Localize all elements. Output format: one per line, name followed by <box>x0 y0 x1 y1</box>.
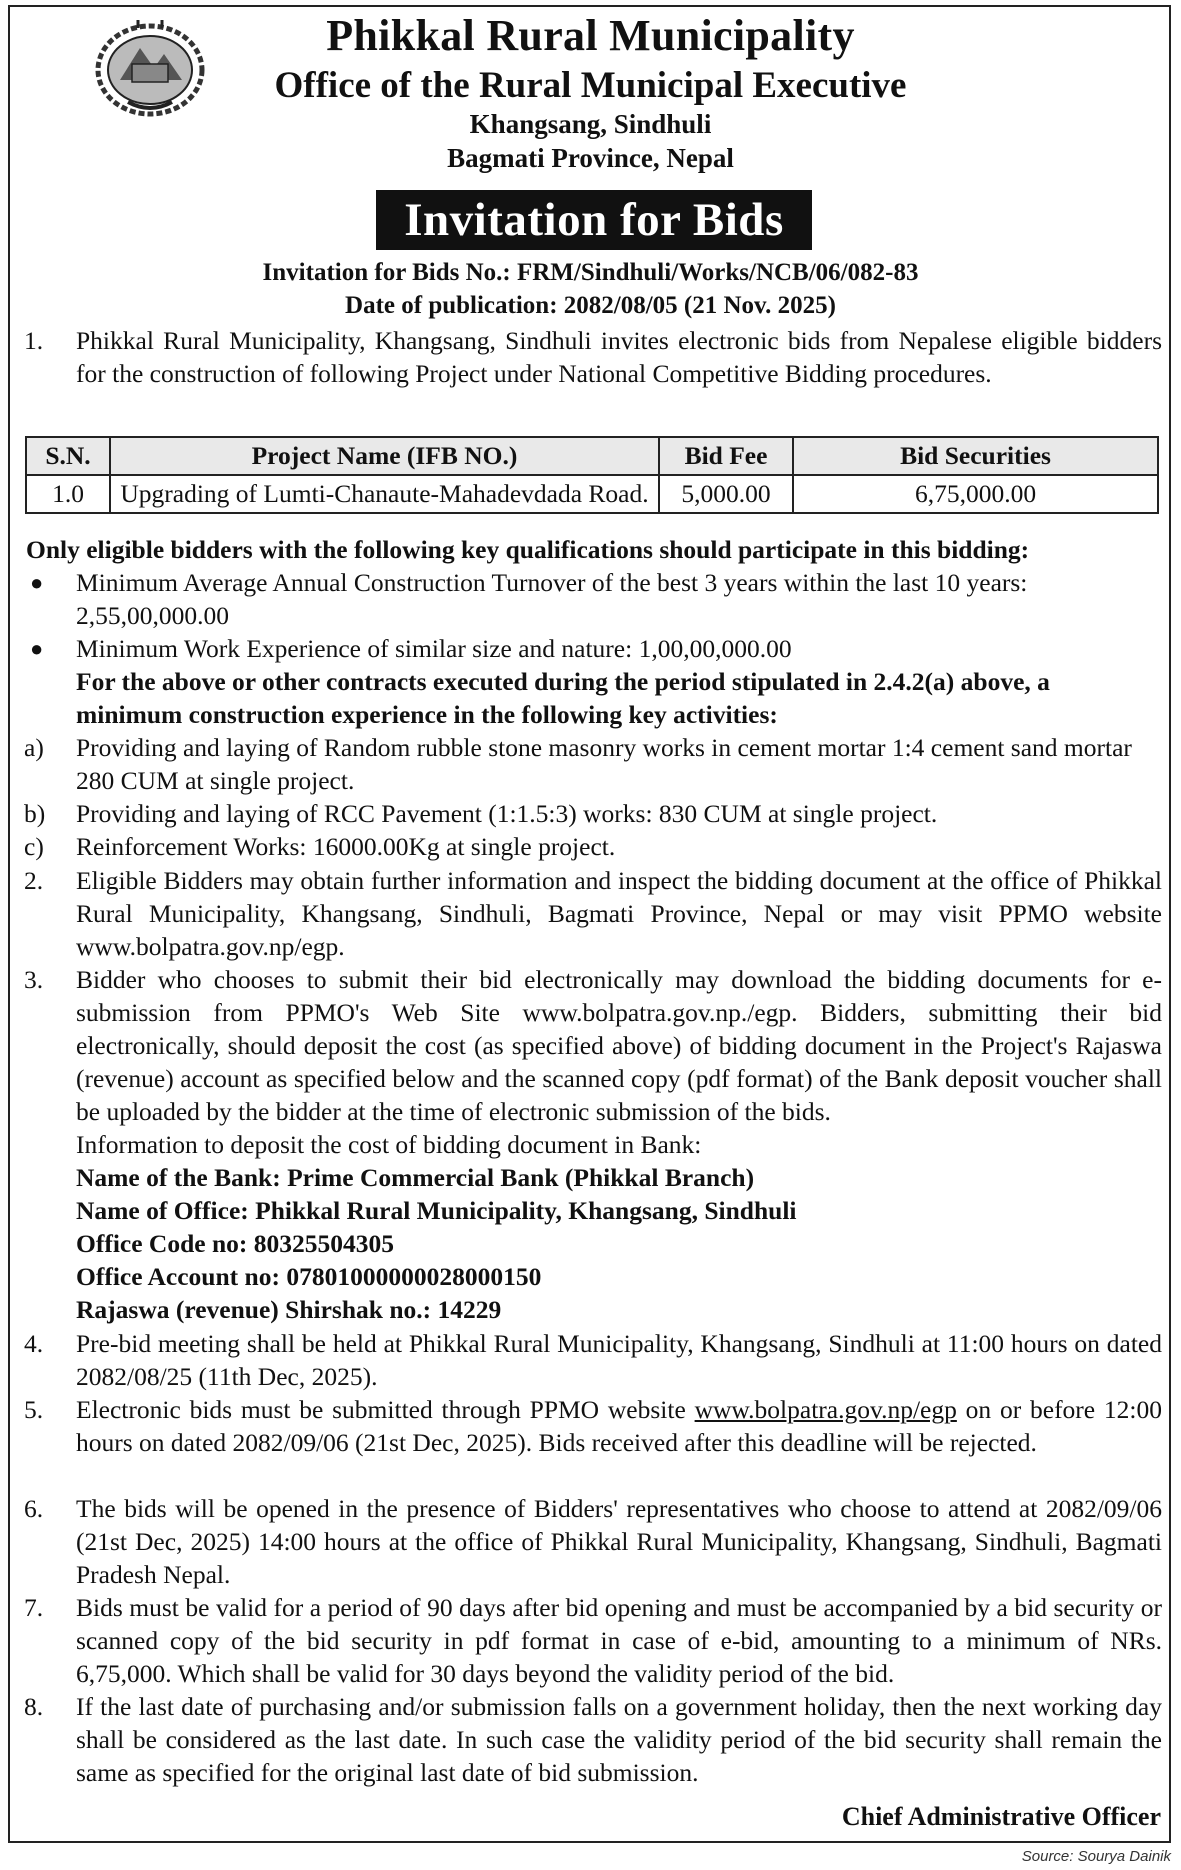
paragraph-text: Eligible Bidders may obtain further information and inspect the bidding document at the office of Phikkal Rural Municipality, Khangsang, Sindhuli, Bagmati Province, Nepal or may visit PPMO website www.bolpatra.gov.np/egp. <box>76 866 1162 961</box>
table-cell: 6,75,000.00 <box>793 475 1158 513</box>
paragraph-5 <box>16 1393 1162 1459</box>
bullet-icon: ● <box>30 636 44 661</box>
paragraph-8 <box>16 1690 1162 1789</box>
location-line-2: Bagmati Province, Nepal <box>447 143 734 173</box>
table-cell: Upgrading of Lumti-Chanaute-Mahadevdada Road. <box>110 475 659 513</box>
column-header: S.N. <box>26 437 110 475</box>
activity-text: Reinforcement Works: 16000.00Kg at single project. <box>76 832 616 861</box>
revenue-shirshak: Rajaswa (revenue) Shirshak no.: 14229 <box>76 1295 502 1324</box>
paragraph-text: Pre-bid meeting shall be held at Phikkal Rural Municipality, Khangsang, Sindhuli at 11:00 hours on dated 2082/08/25 (11th Dec, 2025). <box>76 1329 1162 1391</box>
activity-text: Providing and laying of RCC Pavement (1:1.5:3) works: 830 CUM at single project. <box>76 799 938 828</box>
item-number: 6. <box>24 1494 44 1523</box>
bank-name: Name of the Bank: Prime Commercial Bank (Phikkal Branch) <box>76 1163 755 1192</box>
item-number: 3. <box>24 965 44 994</box>
paragraph-7 <box>16 1591 1162 1690</box>
qualification-item: Minimum Average Annual Construction Turnover of the best 3 years within the last 10 years: 2,55,00,000.00 <box>76 568 1028 630</box>
notice-title-banner: Invitation for Bids <box>376 190 812 250</box>
paragraph-text-start: Electronic bids must be submitted through PPMO website <box>76 1395 695 1424</box>
paragraph-text: Bidder who chooses to submit their bid electronically may download the bidding documents for e-submission from PPMO's Web Site www.bolpatra.gov.np./egp. Bidders, submitting their bid electronically, should deposit the cost (as specified above) of bidding document in the Project's Rajaswa (revenue) account as specified below and the scanned copy (pdf format) of the Bank deposit voucher shall be uploaded by the bidder at the time of electronic submission of the bids. <box>76 965 1162 1126</box>
item-number: 8. <box>24 1692 44 1721</box>
office-code: Office Code no: 80325504305 <box>76 1229 395 1258</box>
paragraph-4 <box>16 1327 1162 1393</box>
item-number: 7. <box>24 1593 44 1622</box>
table-cell: 1.0 <box>26 475 110 513</box>
table-header-row <box>26 437 1158 475</box>
qualification-item: Minimum Work Experience of similar size and nature: 1,00,00,000.00 <box>76 634 792 663</box>
paragraph-1 <box>16 324 1162 390</box>
office-account: Office Account no: 07801000000028000150 <box>76 1262 542 1291</box>
experience-note: For the above or other contracts executed during the period stipulated in 2.4.2(a) above, a minimum construction experience in the following key activities: <box>76 667 1050 729</box>
bullet-icon: ● <box>30 570 44 595</box>
column-header: Bid Securities <box>793 437 1158 475</box>
ifb-number: Invitation for Bids No.: FRM/Sindhuli/Works/NCB/06/082-83 <box>262 259 919 286</box>
bid-table <box>25 436 1159 514</box>
location-line-1: Khangsang, Sindhuli <box>469 109 712 139</box>
ppmo-website-link[interactable]: www.bolpatra.gov.np/egp <box>694 1395 957 1424</box>
publication-date: Date of publication: 2082/08/05 (21 Nov. 2025) <box>345 292 836 319</box>
column-header: Bid Fee <box>659 437 793 475</box>
signature-title: Chief Administrative Officer <box>841 1802 1161 1831</box>
item-number: 1. <box>24 326 44 355</box>
qualifications-intro: Only eligible bidders with the following key qualifications should participate in this bidding: <box>26 535 1030 564</box>
table-row <box>26 475 1158 513</box>
paragraph-text: Bids must be valid for a period of 90 days after bid opening and must be accompanied by a bid security or scanned copy of the bid security in pdf format in case of e-bid, amounting to a minimum of NRs. 6,75,000. Which shall be valid for 30 days beyond the validity period of the bid. <box>76 1593 1162 1688</box>
item-letter: a) <box>24 733 44 762</box>
qualifications-section <box>16 533 1162 863</box>
bank-info-intro: Information to deposit the cost of bidding document in Bank: <box>76 1130 702 1159</box>
paragraph-3 <box>16 963 1162 1326</box>
activity-text: Providing and laying of Random rubble stone masonry works in cement mortar 1:4 cement sand mortar 280 CUM at single project. <box>76 733 1132 795</box>
paragraph-text-end: on or before 12:00 hours on dated 2082/09/06 (21st Dec, 2025). Bids received after this deadline will be rejected. <box>76 1395 1162 1457</box>
office-name-line: Name of Office: Phikkal Rural Municipality, Khangsang, Sindhuli <box>76 1196 797 1225</box>
item-number: 5. <box>24 1395 44 1424</box>
source-credit: Source: Sourya Dainik <box>1021 1848 1171 1865</box>
municipality-name: Phikkal Rural Municipality <box>326 11 855 60</box>
column-header: Project Name (IFB NO.) <box>110 437 659 475</box>
item-letter: b) <box>24 799 46 828</box>
paragraph-6 <box>16 1492 1162 1591</box>
paragraph-text: If the last date of purchasing and/or submission falls on a government holiday, then the next working day shall be considered as the last date. In such case the validity period of the bid security shall remain the same as specified for the original last date of bid submission. <box>76 1692 1162 1787</box>
office-name: Office of the Rural Municipal Executive <box>274 65 907 106</box>
paragraph-2 <box>16 864 1162 963</box>
item-letter: c) <box>24 832 44 861</box>
table-cell: 5,000.00 <box>659 475 793 513</box>
paragraph-text: Phikkal Rural Municipality, Khangsang, Sindhuli invites electronic bids from Nepalese eligible bidders for the construction of following Project under National Competitive Bidding procedures. <box>76 326 1162 388</box>
item-number: 4. <box>24 1329 44 1358</box>
item-number: 2. <box>24 866 44 895</box>
paragraph-text: The bids will be opened in the presence of Bidders' representatives who choose to attend at 2082/09/06 (21st Dec, 2025) 14:00 hours at the office of Phikkal Rural Municipality, Khangsang, Sindhuli, Bagmati Pradesh Nepal. <box>76 1494 1162 1589</box>
